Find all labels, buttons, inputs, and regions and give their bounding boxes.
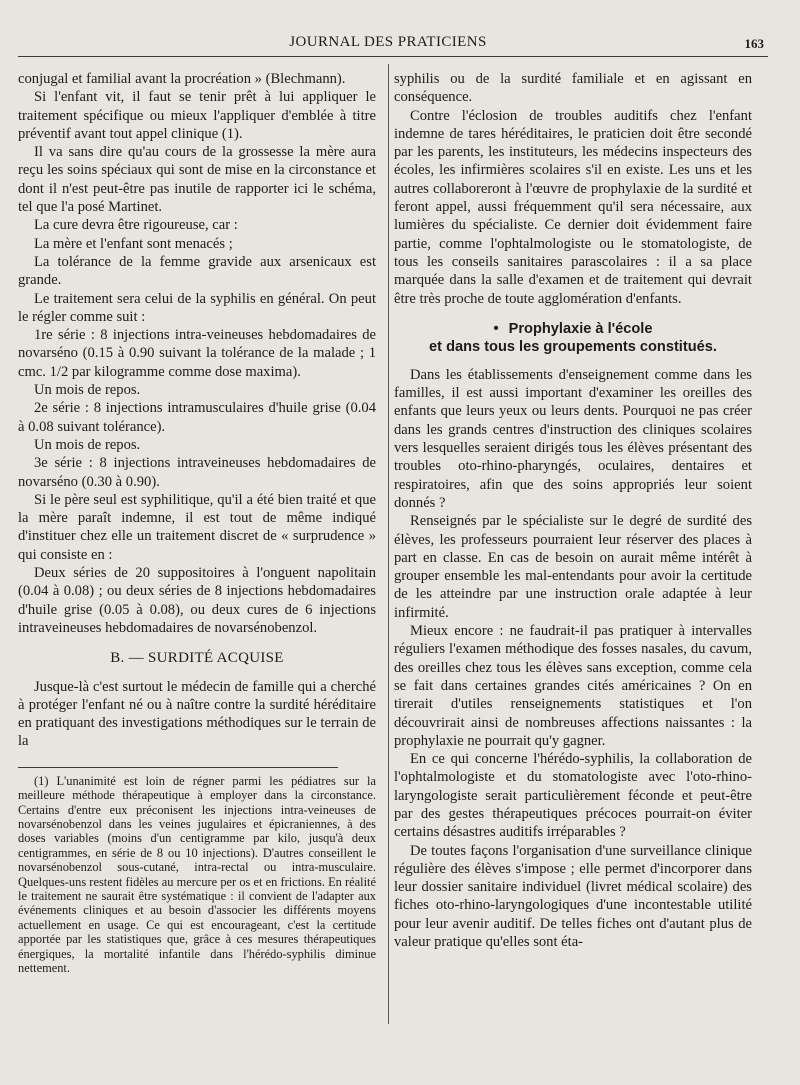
- page-number: 163: [744, 36, 764, 51]
- bullet-icon: •: [493, 320, 499, 337]
- paragraph: Si le père seul est syphilitique, qu'il a été bien traité et que la mère paraît indemne, il est tout de même indiqué d'instituer chez elle un traitement discret de « surprudence » qui consiste en :: [18, 491, 376, 563]
- paragraph: conjugal et familial avant la procréation » (Blechmann).: [18, 71, 346, 87]
- paragraph: 1re série : 8 injections intra-veineuses hebdomadaires de novarséno (0.15 à 0.90 suivant la tolérance de la malade ; 1 cmc. 1/2 par kilogramme comme dose maxima).: [18, 327, 376, 380]
- paragraph: Il va sans dire qu'au cours de la grossesse la mère aura reçu les soins spéciaux qui sont de mise en la circonstance et dont il n'est peut-être pas inutile de rapporter ici le schéma, tel que l'a posé Martinet.: [18, 144, 376, 216]
- paragraph: Deux séries de 20 suppositoires à l'onguent napolitain (0.04 à 0.08) ; ou deux séries de 8 injections hebdomadaires d'huile grise (0.05 à 0.08), ou deux cures de 6 injections intraveineuses hebdomadaires de novarsénobenzol.: [18, 565, 376, 636]
- column-divider: [388, 64, 389, 1024]
- footnote-rule: [18, 767, 338, 768]
- paragraph: 2e série : 8 injections intramusculaires d'huile grise (0.04 à 0.08 suivant tolérance).: [18, 400, 376, 435]
- section-heading-b: B. — SURDITÉ ACQUISE: [110, 650, 284, 667]
- paragraph: Jusque-là c'est surtout le médecin de famille qui a cherché à protéger l'enfant né ou à naître contre la surdité héréditaire en pratiquant des investigations méthodiques sur le terrain de la: [18, 678, 376, 750]
- paragraph: Mieux encore : ne faudrait-il pas pratiquer à intervalles réguliers l'examen méthodique des fosses nasales, du cavum, des oreilles chez tous les élèves sans exception, comme cela se fait dans certaines grandes cités américaines ? On en tirerait d'utiles renseignements statistiques et l'on découvrirait ainsi de nombreuses affections naissantes : la prophylaxie ne pourrait qu'y gagner.: [394, 623, 752, 749]
- paragraph: Un mois de repos.: [34, 436, 141, 453]
- left-column: [18, 70, 376, 975]
- paragraph: Un mois de repos.: [34, 382, 141, 399]
- paragraph: Contre l'éclosion de troubles auditifs chez l'enfant indemne de tares héréditaires, le praticien doit être secondé par les parents, les instituteurs, les médecins inspecteurs des écoles, les infirmières scolaires s'il en existe. Les uns et les autres collaboreront à l'œuvre de prophylaxie de la surdité et feront appel, aussi fréquemment qu'il sera nécessaire, aux lumières du spécialiste. Ce dernier doit évidemment faire partie, comme l'ophtalmologiste ou le stomatologiste, de tous les conseils sanitaires parascolaires : il a sa place marquée dans la salle d'examen et de traitement qui devrait être très proche de toute agglomération d'enfants.: [394, 107, 752, 307]
- paragraph: Dans les établissements d'enseignement comme dans les familles, il est aussi important d'examiner les oreilles des enfants que leurs yeux ou leurs dents. Pourquoi ne pas créer dans les grands centres d'instruction des cliniques scolaires vers lesquelles seraient dirigés tous les élèves présentant des troubles oto-rhino-pharyngés, oculaires, dentaires et respiratoires, afin que des soins appropriés leur soient donnés ?: [394, 366, 752, 511]
- section-title-line-2: et dans tous les groupements constitués.: [429, 338, 717, 355]
- section-title-line-1: Prophylaxie à l'école: [508, 320, 653, 337]
- paragraph: La tolérance de la femme gravide aux arsenicaux est grande.: [18, 253, 376, 289]
- section-title: [394, 320, 752, 356]
- paragraph: De toutes façons l'organisation d'une surveillance clinique régulière des élèves s'impose ; elle permet d'incorporer dans leur dossier sanitaire individuel (livret médical scolaire) des fiches oto-rhino-laryngologiques d'une incontestable utilité pour leur avenir auditif. De telles fiches ont d'autant plus de valeur pratique qu'elles sont éta-: [394, 842, 752, 951]
- paragraph: Si l'enfant vit, il faut se tenir prêt à lui appliquer le traitement spécifique ou mieux l'appliquer d'emblée à titre préventif avant tout appel clinique (1).: [18, 89, 376, 142]
- paragraph: Le traitement sera celui de la syphilis en général. On peut le régler comme suit :: [18, 290, 376, 325]
- paragraph: Renseignés par le spécialiste sur le degré de surdité des élèves, les professeurs pourraient leur réserver des places à part en classe. En cas de besoin on aurait même intérêt à grouper ensemble les mal-entendants pour avoir la certitude de les atteindre par une instruction orale adaptée à leur infirmité.: [394, 513, 752, 621]
- paragraph: La cure devra être rigoureuse, car :: [34, 217, 238, 234]
- right-column: [394, 70, 752, 951]
- paragraph: syphilis ou de la surdité familiale et en agissant en conséquence.: [394, 71, 752, 106]
- footnote: (1) L'unanimité est loin de régner parmi les pédiatres sur la meilleure méthode thérapeutique à employer dans la circonstance. Certains d'entre eux préconisent les injections intra-veineuses de novarsénobenzol dans les veines jugulaires et épicraniennes, à des doses variables (moins d'un centigramme par kilo, jusqu'à deux centigrammes, en série de 8 ou 10 injections). D'autres conseillent le novarsénobenzol sous-cutané, intra-rectal ou intra-musculaire. Quelques-uns restent fidèles au mercure per os et en frictions. En réalité le traitement ne saurait être systématique : il convient de l'adapter aux événements cliniques et au besoin d'associer les différents moyens actuellement en usage. Ce qui est encourageant, c'est la certitude apportée par les statistiques que, grâce à ces mesures thérapeutiques énergiques, la mortalité infantile dans l'hérédo-syphilis diminue nettement.: [18, 773, 376, 975]
- paragraph: 3e série : 8 injections intraveineuses hebdomadaires de novarséno (0.30 à 0.90).: [18, 455, 376, 490]
- header-rule: [18, 56, 768, 57]
- paragraph: En ce qui concerne l'hérédo-syphilis, la collaboration de l'ophtalmologiste et du stomatologiste avec l'oto-rhino-laryngologiste serait particulièrement féconde et peut-être par des gestes thérapeutiques précoces pourrait-on éviter certains désastres auditifs irréparables ?: [394, 751, 752, 841]
- paragraph: La mère et l'enfant sont menacés ;: [34, 235, 233, 252]
- running-header: JOURNAL DES PRATICIENS: [289, 34, 487, 50]
